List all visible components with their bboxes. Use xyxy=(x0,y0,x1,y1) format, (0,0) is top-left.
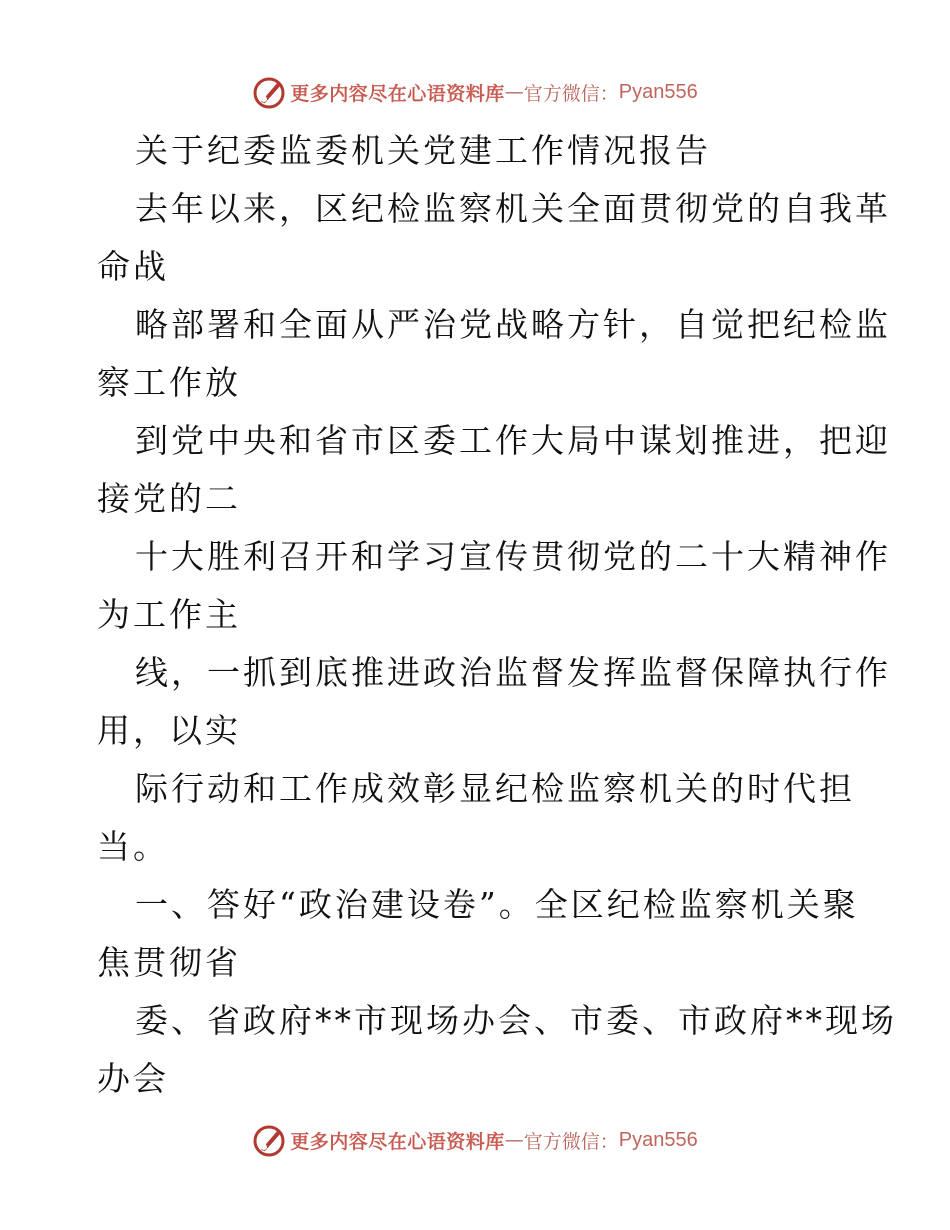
paragraph-line: 十大胜利召开和学习宣传贯彻党的二十大精神作 xyxy=(135,537,891,576)
paragraph-line: 略部署和全面从严治党战略方针，自觉把纪检监 xyxy=(135,305,891,344)
paragraph-line: 去年以来，区纪检监察机关全面贯彻党的自我革 xyxy=(135,189,891,228)
banner-title: 更多内容尽在心语资料库 xyxy=(290,1130,505,1153)
banner-wechat-id: Pyan556 xyxy=(618,80,698,103)
paragraph-line: 办会 xyxy=(97,1059,169,1098)
paragraph-line: 命战 xyxy=(97,247,169,286)
banner-separator: — xyxy=(504,1129,524,1151)
document-title: 关于纪委监委机关党建工作情况报告 xyxy=(135,131,711,170)
paragraph-line: 委、省政府**市现场办会、市委、市政府**现场 xyxy=(135,1001,897,1040)
header-banner xyxy=(0,72,950,112)
paragraph-line: 接党的二 xyxy=(97,479,241,518)
paragraph-line: 当。 xyxy=(97,827,169,866)
document-body xyxy=(97,122,897,1108)
section-heading-line: 一、答好“政治建设卷”。全区纪检监察机关聚 xyxy=(135,885,859,924)
banner-title: 更多内容尽在心语资料库 xyxy=(290,82,505,105)
paragraph-line: 线，一抓到底推进政治监督发挥监督保障执行作 xyxy=(135,653,891,692)
paragraph-line: 察工作放 xyxy=(97,363,241,402)
banner-wechat-id: Pyan556 xyxy=(618,1128,698,1151)
banner-wechat-label: 官方微信： xyxy=(523,1130,619,1153)
paragraph-line: 焦贯彻省 xyxy=(97,943,241,982)
paragraph-line: 到党中央和省市区委工作大局中谋划推进，把迎 xyxy=(135,421,891,460)
footer-banner xyxy=(0,1120,950,1160)
paragraph-line: 际行动和工作成效彰显纪检监察机关的时代担 xyxy=(135,769,855,808)
banner-separator: — xyxy=(504,81,524,103)
paragraph-line: 为工作主 xyxy=(97,595,241,634)
quill-logo-icon xyxy=(252,1123,286,1157)
paragraph-line: 用，以实 xyxy=(97,711,241,750)
quill-logo-icon xyxy=(252,75,286,109)
banner-wechat-label: 官方微信： xyxy=(523,82,619,105)
